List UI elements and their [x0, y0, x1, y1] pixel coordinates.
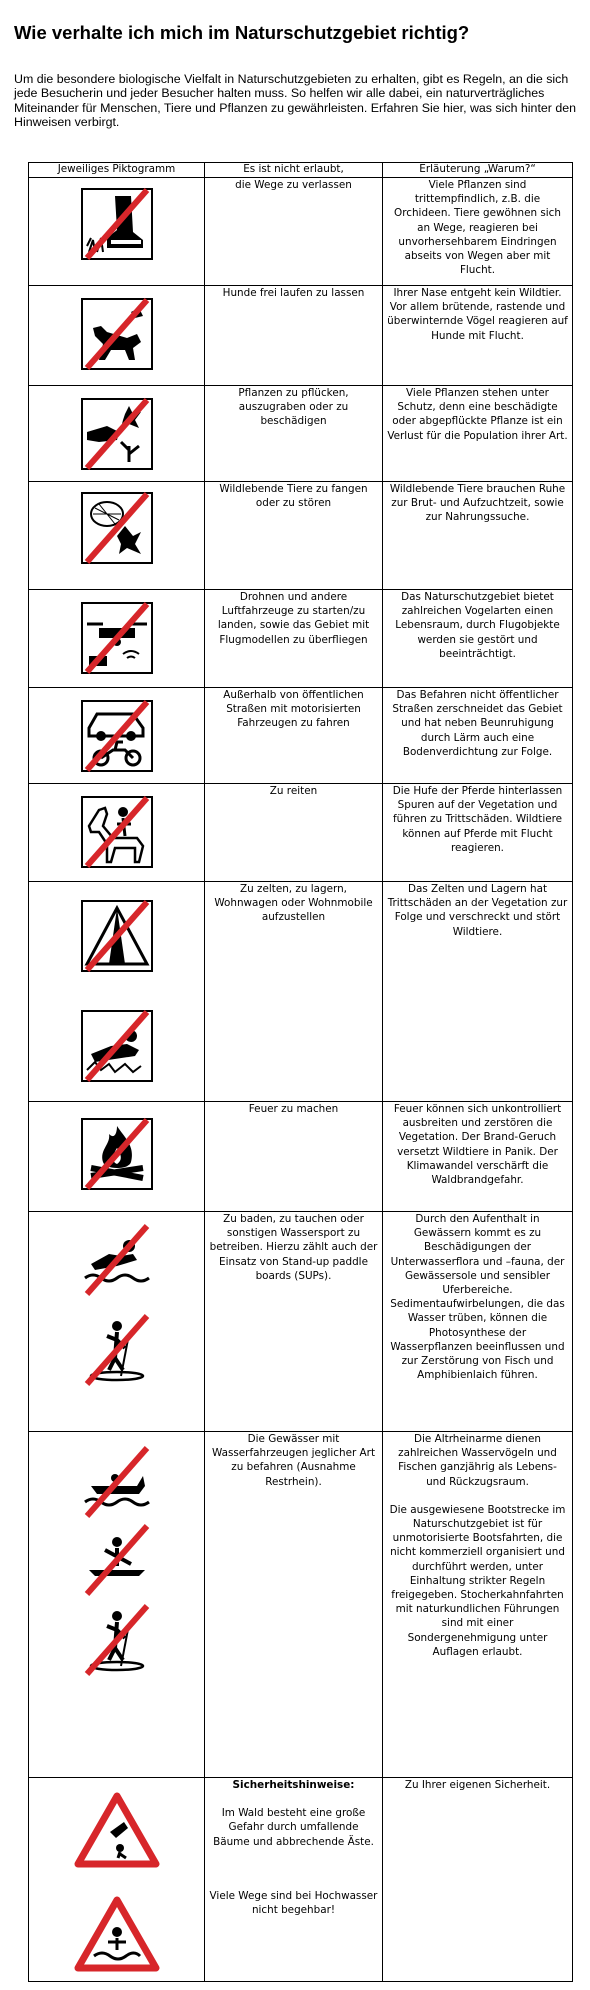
- sup-paddler-icon: [81, 1604, 153, 1676]
- explanation-cell: Die Hufe der Pferde hinterlassen Spuren auf der Vegetation und führen zu Trittschäden. Wildtiere können auf Pferde mit Flucht reagieren.: [383, 784, 573, 882]
- car-motorcycle-icon: [81, 700, 153, 772]
- explanation-cell: Durch den Aufenthalt in Gewässern kommt es zu Beschädigungen der Unterwasserflora und –fauna, der Gewässersole und sensibler Uferbereiche. Sedimentaufwirbelungen, die das Wasser trüben, können die Photosynthese der Wasserpflanzen beeinflussen und zur Zerstörung von Fisch und Amphibienlaich führen.: [383, 1212, 573, 1432]
- explanation-paragraph: Die ausgewiesene Bootstrecke im Naturschutzgebiet ist für unmotorisierte Bootsfahrten, die nicht kommerziell organisiert und durchführt werden, unter Einhaltung strikter Regeln freigegeben. Stocherkahnfahrten mit naturkundlichen Führungen sind mit einer Sondergenehmigung unter Auflagen erlaubt.: [389, 1503, 566, 1658]
- pictogram-cell: [29, 590, 205, 688]
- column-header: Jeweiliges Piktogramm: [29, 163, 205, 178]
- kayak-icon: [81, 1524, 153, 1596]
- table-row: [29, 688, 573, 784]
- table-row: [29, 882, 573, 1102]
- table-row: [29, 1778, 573, 1982]
- explanation-cell: Zu Ihrer eigenen Sicherheit.: [383, 1778, 573, 1982]
- explanation-cell: Das Zelten und Lagern hat Trittschäden an der Vegetation zur Folge und verschreckt und stört Wildtiere.: [383, 882, 573, 1102]
- pictogram-cell: [29, 688, 205, 784]
- explanation-paragraph: Die Altrheinarme dienen zahlreichen Wasservögeln und Fischen ganzjährig als Lebens- und Rückzugsraum.: [398, 1433, 557, 1488]
- falling-tree-warning-icon: [74, 1792, 160, 1868]
- intro-text: Um die besondere biologische Vielfalt in Naturschutzgebieten zu erhalten, gibt es Regeln, an die sich jede Besucherin und jeder Besucher halten muss. So helfen wir alle dabei, ein naturverträgliches Miteinander für Menschen, Tiere und Pflanzen zu gewährleisten. Erfahren Sie hier, was sich hinter den Hinweisen verbirgt.: [14, 72, 577, 129]
- boot-trampling-plants-icon: [81, 188, 153, 260]
- explanation-cell: Viele Pflanzen stehen unter Schutz, denn eine beschädigte oder abgepflückte Pflanze ist ein Verlust für die Population ihrer Art.: [383, 386, 573, 482]
- page-title: Wie verhalte ich mich im Naturschutzgebiet richtig?: [14, 22, 470, 43]
- flood-warning-icon: [74, 1896, 160, 1972]
- rule-cell: Zu zelten, zu lagern, Wohnwagen oder Wohnmobile aufzustellen: [205, 882, 383, 1102]
- rule-cell: Zu reiten: [205, 784, 383, 882]
- sup-paddler-icon: [81, 1314, 153, 1386]
- pictogram-cell: [29, 386, 205, 482]
- explanation-cell: [383, 1432, 573, 1778]
- explanation-cell: Ihrer Nase entgeht kein Wildtier. Vor allem brütende, rastende und überwinternde Vögel reagieren auf Hunde mit Flucht.: [383, 286, 573, 386]
- pictogram-cell: [29, 882, 205, 1102]
- table-row: [29, 1432, 573, 1778]
- pictogram-cell: [29, 1432, 205, 1778]
- pictogram-cell: [29, 784, 205, 882]
- rule-cell: Drohnen und andere Luftfahrzeuge zu starten/zu landen, sowie das Gebiet mit Flugmodellen zu überfliegen: [205, 590, 383, 688]
- rule-cell: Wildlebende Tiere zu fangen oder zu stören: [205, 482, 383, 590]
- explanation-cell: Wildlebende Tiere brauchen Ruhe zur Brut- und Aufzuchtzeit, sowie zur Nahrungssuche.: [383, 482, 573, 590]
- table-row: [29, 386, 573, 482]
- rule-cell: Pflanzen zu pflücken, auszugraben oder zu beschädigen: [205, 386, 383, 482]
- table-header-row: [29, 163, 573, 178]
- explanation-cell: Feuer können sich unkontrolliert ausbreiten und zerstören die Vegetation. Der Brand-Geruch versetzt Wildtiere in Panik. Der Klimawandel verschärft die Waldbrandgefahr.: [383, 1102, 573, 1212]
- table-row: [29, 1102, 573, 1212]
- table-row: [29, 590, 573, 688]
- rule-cell: Außerhalb von öffentlichen Straßen mit motorisierten Fahrzeugen zu fahren: [205, 688, 383, 784]
- lying-person-icon: [81, 1010, 153, 1082]
- rule-cell: die Wege zu verlassen: [205, 178, 383, 286]
- rule-cell: Zu baden, zu tauchen oder sonstigen Wassersport zu betreiben. Hierzu zählt auch der Einsatz von Stand-up paddle boards (SUPs).: [205, 1212, 383, 1432]
- safety-text: Viele Wege sind bei Hochwasser nicht begehbar!: [209, 1889, 378, 1917]
- campfire-icon: [81, 1118, 153, 1190]
- explanation-cell: Das Naturschutzgebiet bietet zahlreichen Vogelarten einen Lebensraum, durch Flugobjekte werden sie gestört und beeinträchtigt.: [383, 590, 573, 688]
- rule-cell: [205, 1778, 383, 1982]
- rule-cell: Hunde frei laufen zu lassen: [205, 286, 383, 386]
- safety-text: Im Wald besteht eine große Gefahr durch umfallende Bäume und abbrechende Äste.: [213, 1807, 374, 1848]
- rule-cell: Feuer zu machen: [205, 1102, 383, 1212]
- column-header: Es ist nicht erlaubt,: [205, 163, 383, 178]
- horse-rider-icon: [81, 796, 153, 868]
- rule-cell: Die Gewässer mit Wasserfahrzeugen jeglicher Art zu befahren (Ausnahme Restrhein).: [205, 1432, 383, 1778]
- table-row: [29, 482, 573, 590]
- table-row: [29, 178, 573, 286]
- swimmer-icon: [81, 1224, 153, 1296]
- rules-table: [28, 162, 573, 1982]
- table-row: [29, 784, 573, 882]
- drone-icon: [81, 602, 153, 674]
- explanation-cell: Viele Pflanzen sind trittempfindlich, z.B. die Orchideen. Tiere gewöhnen sich an Wege, reagieren bei unvorhersehbarem Eindringen abseits von Wegen aber mit Flucht.: [383, 178, 573, 286]
- pictogram-cell: [29, 1778, 205, 1982]
- safety-heading: Sicherheitshinweise:: [232, 1779, 355, 1791]
- hand-picking-plant-icon: [81, 398, 153, 470]
- motorboat-icon: [81, 1446, 153, 1518]
- table-row: [29, 286, 573, 386]
- pictogram-cell: [29, 1212, 205, 1432]
- pictogram-cell: [29, 1102, 205, 1212]
- tent-icon: [81, 900, 153, 972]
- butterfly-net-icon: [81, 492, 153, 564]
- pictogram-cell: [29, 482, 205, 590]
- pictogram-cell: [29, 178, 205, 286]
- table-row: [29, 1212, 573, 1432]
- column-header: Erläuterung „Warum?“: [383, 163, 573, 178]
- dog-chasing-bird-icon: [81, 298, 153, 370]
- explanation-cell: Das Befahren nicht öffentlicher Straßen zerschneidet das Gebiet und hat neben Beunruhigung durch Lärm auch eine Bodenverdichtung zur Folge.: [383, 688, 573, 784]
- pictogram-cell: [29, 286, 205, 386]
